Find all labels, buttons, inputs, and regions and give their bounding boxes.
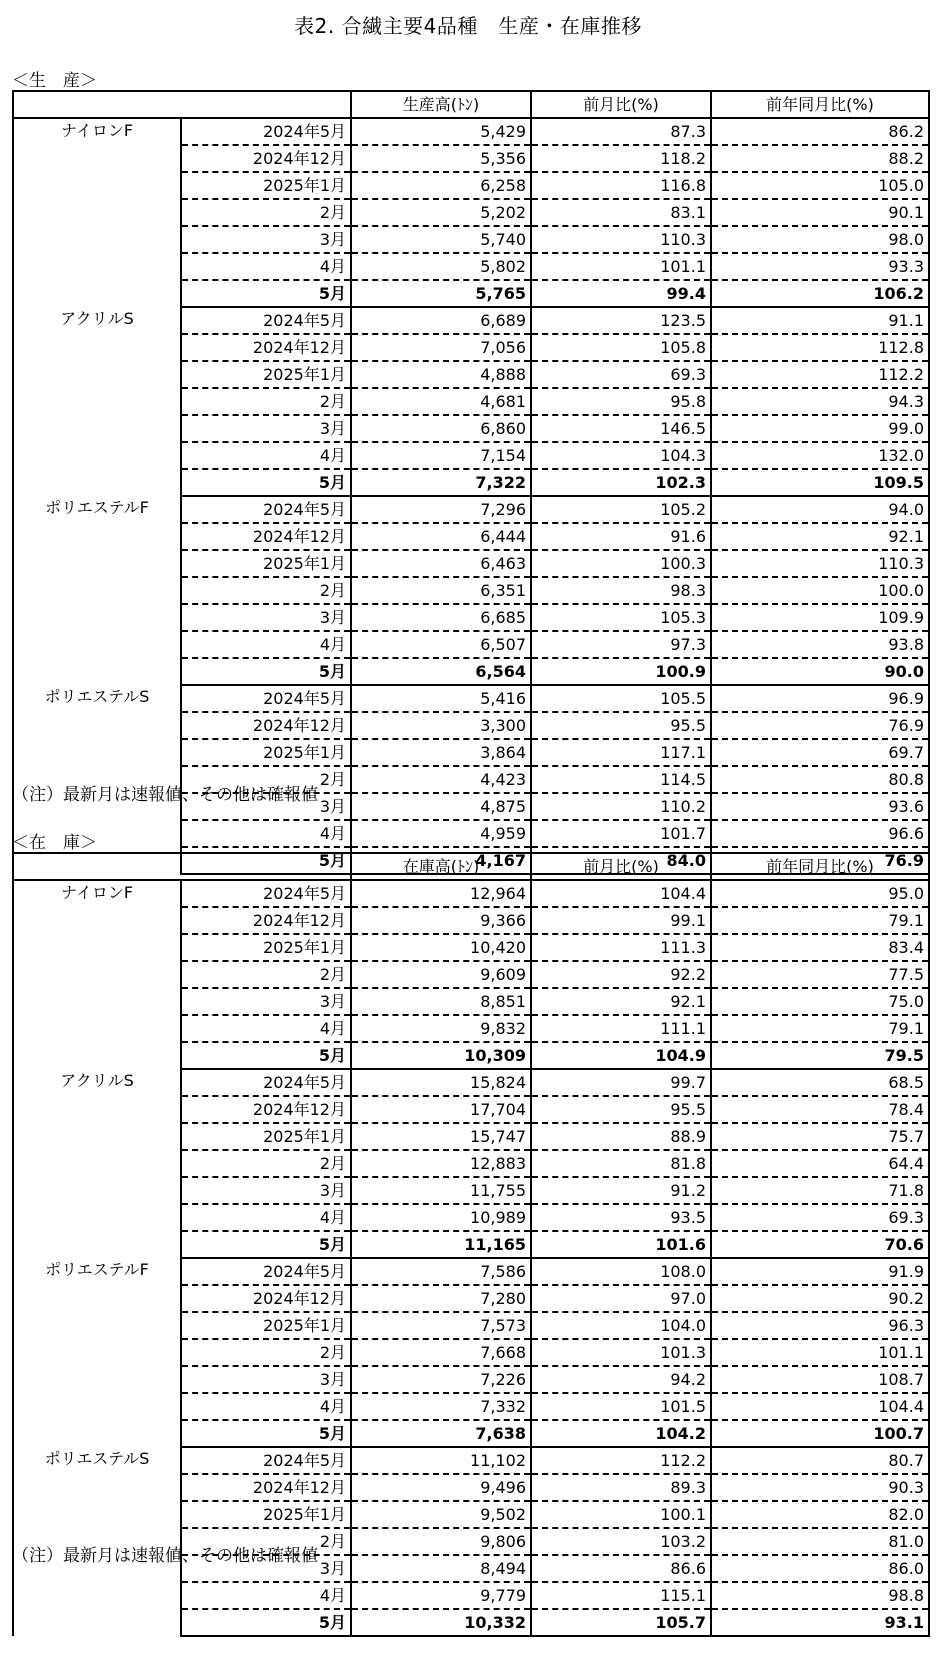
mom-cell: 89.3 bbox=[531, 1474, 711, 1501]
month-cell: 2024年5月 bbox=[181, 118, 351, 145]
month-cell: 4月 bbox=[181, 820, 351, 847]
mom-cell: 97.0 bbox=[531, 1285, 711, 1312]
value-cell: 12,883 bbox=[351, 1150, 531, 1177]
month-cell: 3月 bbox=[181, 415, 351, 442]
month-cell: 2月 bbox=[181, 961, 351, 988]
value-cell: 3,300 bbox=[351, 712, 531, 739]
month-cell: 2024年5月 bbox=[181, 1069, 351, 1096]
value-cell: 7,573 bbox=[351, 1312, 531, 1339]
yoy-cell: 98.0 bbox=[711, 226, 929, 253]
yoy-cell: 93.8 bbox=[711, 631, 929, 658]
yoy-cell: 79.1 bbox=[711, 1015, 929, 1042]
value-cell: 5,765 bbox=[351, 280, 531, 307]
column-header bbox=[13, 91, 181, 118]
mom-cell: 92.1 bbox=[531, 988, 711, 1015]
month-cell: 3月 bbox=[181, 988, 351, 1015]
month-cell: 2025年1月 bbox=[181, 1501, 351, 1528]
yoy-cell: 105.0 bbox=[711, 172, 929, 199]
yoy-cell: 93.3 bbox=[711, 253, 929, 280]
column-header bbox=[13, 853, 181, 880]
production-table bbox=[12, 90, 930, 875]
value-cell: 4,888 bbox=[351, 361, 531, 388]
page-title: 表2. 合繊主要4品種 生産・在庫推移 bbox=[294, 14, 642, 38]
month-cell: 2月 bbox=[181, 388, 351, 415]
mom-cell: 104.9 bbox=[531, 1042, 711, 1069]
mom-cell: 105.7 bbox=[531, 1609, 711, 1636]
yoy-cell: 94.3 bbox=[711, 388, 929, 415]
month-cell: 3月 bbox=[181, 604, 351, 631]
yoy-cell: 94.0 bbox=[711, 496, 929, 523]
mom-cell: 108.0 bbox=[531, 1258, 711, 1285]
inventory-table bbox=[12, 852, 930, 1637]
month-cell: 2024年12月 bbox=[181, 907, 351, 934]
month-cell: 3月 bbox=[181, 1555, 351, 1582]
mom-cell: 146.5 bbox=[531, 415, 711, 442]
value-cell: 5,416 bbox=[351, 685, 531, 712]
yoy-cell: 81.0 bbox=[711, 1528, 929, 1555]
mom-cell: 112.2 bbox=[531, 1447, 711, 1474]
yoy-cell: 109.5 bbox=[711, 469, 929, 496]
yoy-cell: 86.2 bbox=[711, 118, 929, 145]
mom-cell: 114.5 bbox=[531, 766, 711, 793]
value-cell: 5,202 bbox=[351, 199, 531, 226]
value-cell: 11,102 bbox=[351, 1447, 531, 1474]
value-cell: 9,502 bbox=[351, 1501, 531, 1528]
month-cell: 2月 bbox=[181, 1528, 351, 1555]
mom-cell: 111.3 bbox=[531, 934, 711, 961]
mom-cell: 101.7 bbox=[531, 820, 711, 847]
mom-cell: 95.5 bbox=[531, 712, 711, 739]
yoy-cell: 91.9 bbox=[711, 1258, 929, 1285]
value-cell: 12,964 bbox=[351, 880, 531, 907]
value-cell: 6,689 bbox=[351, 307, 531, 334]
month-cell: 2024年5月 bbox=[181, 1447, 351, 1474]
yoy-cell: 79.1 bbox=[711, 907, 929, 934]
month-cell: 5月 bbox=[181, 469, 351, 496]
mom-cell: 105.8 bbox=[531, 334, 711, 361]
value-cell: 5,802 bbox=[351, 253, 531, 280]
mom-cell: 117.1 bbox=[531, 739, 711, 766]
mom-cell: 104.0 bbox=[531, 1312, 711, 1339]
mom-cell: 95.8 bbox=[531, 388, 711, 415]
month-cell: 2024年5月 bbox=[181, 307, 351, 334]
month-cell: 2月 bbox=[181, 577, 351, 604]
product-name: ナイロンF bbox=[13, 880, 181, 1069]
mom-cell: 99.4 bbox=[531, 280, 711, 307]
value-cell: 11,165 bbox=[351, 1231, 531, 1258]
month-cell: 2月 bbox=[181, 199, 351, 226]
month-cell: 2025年1月 bbox=[181, 550, 351, 577]
month-cell: 2025年1月 bbox=[181, 361, 351, 388]
column-header bbox=[181, 91, 351, 118]
product-name: ポリエステルF bbox=[13, 1258, 181, 1447]
yoy-cell: 95.0 bbox=[711, 880, 929, 907]
yoy-cell: 90.0 bbox=[711, 658, 929, 685]
value-cell: 7,154 bbox=[351, 442, 531, 469]
mom-cell: 110.2 bbox=[531, 793, 711, 820]
month-cell: 5月 bbox=[181, 1231, 351, 1258]
value-cell: 15,824 bbox=[351, 1069, 531, 1096]
column-header: 前月比(%) bbox=[531, 853, 711, 880]
yoy-cell: 90.3 bbox=[711, 1474, 929, 1501]
yoy-cell: 98.8 bbox=[711, 1582, 929, 1609]
table-row bbox=[13, 1258, 929, 1285]
yoy-cell: 78.4 bbox=[711, 1096, 929, 1123]
value-cell: 8,494 bbox=[351, 1555, 531, 1582]
yoy-cell: 100.0 bbox=[711, 577, 929, 604]
yoy-cell: 69.3 bbox=[711, 1204, 929, 1231]
value-cell: 6,463 bbox=[351, 550, 531, 577]
value-cell: 10,420 bbox=[351, 934, 531, 961]
table-row bbox=[13, 685, 929, 712]
yoy-cell: 92.1 bbox=[711, 523, 929, 550]
yoy-cell: 104.4 bbox=[711, 1393, 929, 1420]
month-cell: 2024年12月 bbox=[181, 712, 351, 739]
yoy-cell: 88.2 bbox=[711, 145, 929, 172]
table-row bbox=[13, 496, 929, 523]
mom-cell: 97.3 bbox=[531, 631, 711, 658]
value-cell: 6,444 bbox=[351, 523, 531, 550]
month-cell: 3月 bbox=[181, 1366, 351, 1393]
mom-cell: 100.3 bbox=[531, 550, 711, 577]
yoy-cell: 100.7 bbox=[711, 1420, 929, 1447]
month-cell: 4月 bbox=[181, 253, 351, 280]
value-cell: 7,296 bbox=[351, 496, 531, 523]
month-cell: 2月 bbox=[181, 1339, 351, 1366]
value-cell: 6,860 bbox=[351, 415, 531, 442]
value-cell: 11,755 bbox=[351, 1177, 531, 1204]
value-cell: 7,322 bbox=[351, 469, 531, 496]
yoy-cell: 96.9 bbox=[711, 685, 929, 712]
month-cell: 2025年1月 bbox=[181, 739, 351, 766]
yoy-cell: 112.8 bbox=[711, 334, 929, 361]
value-cell: 3,864 bbox=[351, 739, 531, 766]
yoy-cell: 93.6 bbox=[711, 793, 929, 820]
value-cell: 7,226 bbox=[351, 1366, 531, 1393]
yoy-cell: 109.9 bbox=[711, 604, 929, 631]
mom-cell: 93.5 bbox=[531, 1204, 711, 1231]
production-section-label: ＜生 産＞ bbox=[12, 71, 97, 91]
inventory-note: （注）最新月は速報値、その他は確報値 bbox=[12, 1546, 318, 1566]
value-cell: 6,685 bbox=[351, 604, 531, 631]
mom-cell: 111.1 bbox=[531, 1015, 711, 1042]
value-cell: 10,332 bbox=[351, 1609, 531, 1636]
mom-cell: 87.3 bbox=[531, 118, 711, 145]
month-cell: 2024年12月 bbox=[181, 1285, 351, 1312]
mom-cell: 105.3 bbox=[531, 604, 711, 631]
month-cell: 2024年5月 bbox=[181, 1258, 351, 1285]
month-cell: 5月 bbox=[181, 658, 351, 685]
month-cell: 4月 bbox=[181, 442, 351, 469]
yoy-cell: 96.3 bbox=[711, 1312, 929, 1339]
month-cell: 4月 bbox=[181, 1015, 351, 1042]
product-name: ナイロンF bbox=[13, 118, 181, 307]
mom-cell: 103.2 bbox=[531, 1528, 711, 1555]
value-cell: 10,309 bbox=[351, 1042, 531, 1069]
month-cell: 2月 bbox=[181, 766, 351, 793]
table-row bbox=[13, 880, 929, 907]
mom-cell: 123.5 bbox=[531, 307, 711, 334]
yoy-cell: 75.0 bbox=[711, 988, 929, 1015]
table-row bbox=[13, 1447, 929, 1474]
yoy-cell: 69.7 bbox=[711, 739, 929, 766]
mom-cell: 99.1 bbox=[531, 907, 711, 934]
mom-cell: 115.1 bbox=[531, 1582, 711, 1609]
mom-cell: 102.3 bbox=[531, 469, 711, 496]
value-cell: 9,806 bbox=[351, 1528, 531, 1555]
month-cell: 3月 bbox=[181, 793, 351, 820]
mom-cell: 83.1 bbox=[531, 199, 711, 226]
month-cell: 3月 bbox=[181, 226, 351, 253]
column-header: 在庫高(ﾄﾝ) bbox=[351, 853, 531, 880]
product-name: ポリエステルS bbox=[13, 1447, 181, 1636]
value-cell: 7,586 bbox=[351, 1258, 531, 1285]
month-cell: 2024年5月 bbox=[181, 880, 351, 907]
yoy-cell: 64.4 bbox=[711, 1150, 929, 1177]
month-cell: 2024年5月 bbox=[181, 496, 351, 523]
mom-cell: 104.4 bbox=[531, 880, 711, 907]
month-cell: 5月 bbox=[181, 1609, 351, 1636]
yoy-cell: 101.1 bbox=[711, 1339, 929, 1366]
value-cell: 4,681 bbox=[351, 388, 531, 415]
value-cell: 4,875 bbox=[351, 793, 531, 820]
inventory-header-row bbox=[13, 853, 929, 880]
mom-cell: 86.6 bbox=[531, 1555, 711, 1582]
value-cell: 15,747 bbox=[351, 1123, 531, 1150]
yoy-cell: 70.6 bbox=[711, 1231, 929, 1258]
mom-cell: 101.5 bbox=[531, 1393, 711, 1420]
table-row bbox=[13, 307, 929, 334]
mom-cell: 95.5 bbox=[531, 1096, 711, 1123]
month-cell: 2025年1月 bbox=[181, 1123, 351, 1150]
month-cell: 4月 bbox=[181, 1393, 351, 1420]
value-cell: 5,356 bbox=[351, 145, 531, 172]
month-cell: 2024年12月 bbox=[181, 523, 351, 550]
value-cell: 8,851 bbox=[351, 988, 531, 1015]
yoy-cell: 99.0 bbox=[711, 415, 929, 442]
yoy-cell: 90.2 bbox=[711, 1285, 929, 1312]
mom-cell: 101.3 bbox=[531, 1339, 711, 1366]
month-cell: 2024年12月 bbox=[181, 1096, 351, 1123]
mom-cell: 104.2 bbox=[531, 1420, 711, 1447]
month-cell: 2025年1月 bbox=[181, 934, 351, 961]
inventory-section-label: ＜在 庫＞ bbox=[12, 833, 97, 853]
yoy-cell: 82.0 bbox=[711, 1501, 929, 1528]
yoy-cell: 96.6 bbox=[711, 820, 929, 847]
mom-cell: 91.2 bbox=[531, 1177, 711, 1204]
mom-cell: 92.2 bbox=[531, 961, 711, 988]
value-cell: 5,740 bbox=[351, 226, 531, 253]
value-cell: 7,056 bbox=[351, 334, 531, 361]
month-cell: 2024年5月 bbox=[181, 685, 351, 712]
yoy-cell: 90.1 bbox=[711, 199, 929, 226]
mom-cell: 101.6 bbox=[531, 1231, 711, 1258]
value-cell: 7,638 bbox=[351, 1420, 531, 1447]
mom-cell: 88.9 bbox=[531, 1123, 711, 1150]
product-name: ポリエステルS bbox=[13, 685, 181, 874]
yoy-cell: 110.3 bbox=[711, 550, 929, 577]
mom-cell: 105.2 bbox=[531, 496, 711, 523]
month-cell: 5月 bbox=[181, 280, 351, 307]
mom-cell: 69.3 bbox=[531, 361, 711, 388]
month-cell: 4月 bbox=[181, 1204, 351, 1231]
yoy-cell: 75.7 bbox=[711, 1123, 929, 1150]
yoy-cell: 80.7 bbox=[711, 1447, 929, 1474]
yoy-cell: 80.8 bbox=[711, 766, 929, 793]
yoy-cell: 83.4 bbox=[711, 934, 929, 961]
product-name: アクリルS bbox=[13, 307, 181, 496]
yoy-cell: 86.0 bbox=[711, 1555, 929, 1582]
value-cell: 9,496 bbox=[351, 1474, 531, 1501]
mom-cell: 105.5 bbox=[531, 685, 711, 712]
production-note: （注）最新月は速報値、その他は確報値 bbox=[12, 785, 318, 805]
mom-cell: 100.9 bbox=[531, 658, 711, 685]
table-row bbox=[13, 1069, 929, 1096]
value-cell: 4,959 bbox=[351, 820, 531, 847]
month-cell: 2024年12月 bbox=[181, 334, 351, 361]
mom-cell: 101.1 bbox=[531, 253, 711, 280]
yoy-cell: 68.5 bbox=[711, 1069, 929, 1096]
month-cell: 2月 bbox=[181, 1150, 351, 1177]
value-cell: 9,779 bbox=[351, 1582, 531, 1609]
month-cell: 5月 bbox=[181, 1420, 351, 1447]
month-cell: 2024年12月 bbox=[181, 145, 351, 172]
yoy-cell: 71.8 bbox=[711, 1177, 929, 1204]
value-cell: 7,280 bbox=[351, 1285, 531, 1312]
month-cell: 4月 bbox=[181, 1582, 351, 1609]
mom-cell: 99.7 bbox=[531, 1069, 711, 1096]
value-cell: 9,366 bbox=[351, 907, 531, 934]
column-header: 前月比(%) bbox=[531, 91, 711, 118]
mom-cell: 84.0 bbox=[531, 847, 711, 874]
mom-cell: 116.8 bbox=[531, 172, 711, 199]
value-cell: 9,832 bbox=[351, 1015, 531, 1042]
column-header: 前年同月比(%) bbox=[711, 91, 929, 118]
month-cell: 2025年1月 bbox=[181, 172, 351, 199]
value-cell: 9,609 bbox=[351, 961, 531, 988]
value-cell: 6,258 bbox=[351, 172, 531, 199]
value-cell: 7,668 bbox=[351, 1339, 531, 1366]
value-cell: 4,423 bbox=[351, 766, 531, 793]
yoy-cell: 79.5 bbox=[711, 1042, 929, 1069]
value-cell: 6,507 bbox=[351, 631, 531, 658]
mom-cell: 104.3 bbox=[531, 442, 711, 469]
month-cell: 5月 bbox=[181, 847, 351, 874]
mom-cell: 81.8 bbox=[531, 1150, 711, 1177]
value-cell: 5,429 bbox=[351, 118, 531, 145]
month-cell: 4月 bbox=[181, 631, 351, 658]
month-cell: 2024年12月 bbox=[181, 1474, 351, 1501]
mom-cell: 110.3 bbox=[531, 226, 711, 253]
mom-cell: 118.2 bbox=[531, 145, 711, 172]
value-cell: 7,332 bbox=[351, 1393, 531, 1420]
value-cell: 17,704 bbox=[351, 1096, 531, 1123]
product-name: アクリルS bbox=[13, 1069, 181, 1258]
month-cell: 2025年1月 bbox=[181, 1312, 351, 1339]
product-name: ポリエステルF bbox=[13, 496, 181, 685]
value-cell: 4,167 bbox=[351, 847, 531, 874]
month-cell: 5月 bbox=[181, 1042, 351, 1069]
production-header-row bbox=[13, 91, 929, 118]
yoy-cell: 77.5 bbox=[711, 961, 929, 988]
yoy-cell: 93.1 bbox=[711, 1609, 929, 1636]
month-cell: 3月 bbox=[181, 1177, 351, 1204]
value-cell: 6,351 bbox=[351, 577, 531, 604]
column-header bbox=[181, 853, 351, 880]
value-cell: 10,989 bbox=[351, 1204, 531, 1231]
yoy-cell: 132.0 bbox=[711, 442, 929, 469]
mom-cell: 98.3 bbox=[531, 577, 711, 604]
column-header: 前年同月比(%) bbox=[711, 853, 929, 880]
yoy-cell: 91.1 bbox=[711, 307, 929, 334]
column-header: 生産高(ﾄﾝ) bbox=[351, 91, 531, 118]
yoy-cell: 112.2 bbox=[711, 361, 929, 388]
table-row bbox=[13, 118, 929, 145]
mom-cell: 91.6 bbox=[531, 523, 711, 550]
yoy-cell: 108.7 bbox=[711, 1366, 929, 1393]
value-cell: 6,564 bbox=[351, 658, 531, 685]
yoy-cell: 76.9 bbox=[711, 847, 929, 874]
yoy-cell: 76.9 bbox=[711, 712, 929, 739]
mom-cell: 94.2 bbox=[531, 1366, 711, 1393]
yoy-cell: 106.2 bbox=[711, 280, 929, 307]
mom-cell: 100.1 bbox=[531, 1501, 711, 1528]
